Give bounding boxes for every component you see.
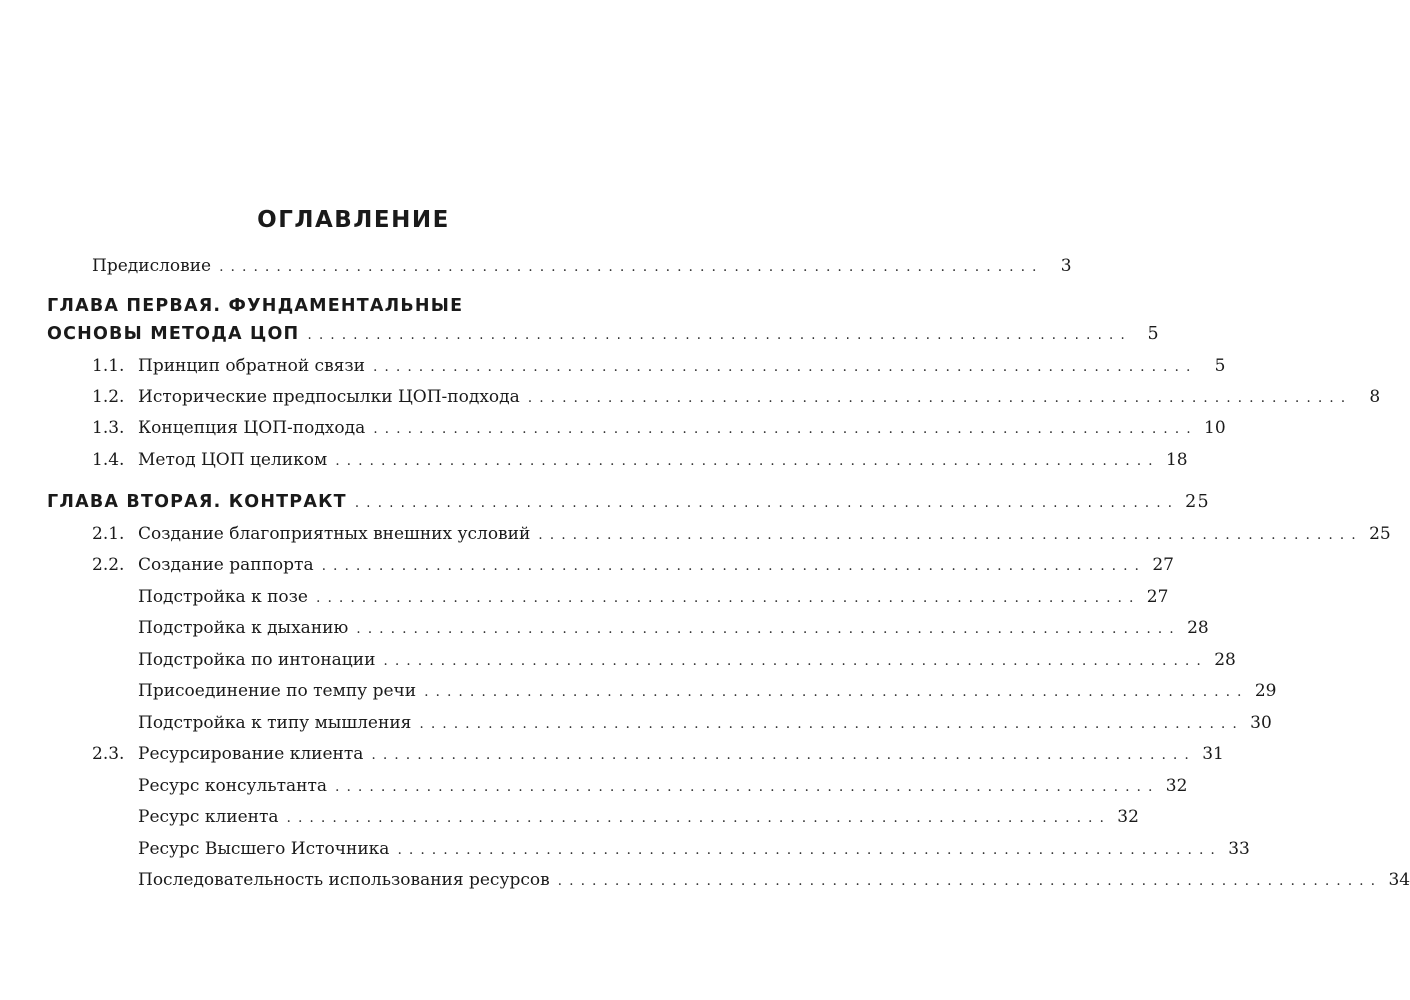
entry-label: Ресурс клиента [138,807,279,827]
entry-page: 32 [1117,807,1139,827]
leader-dots: ........................................................................ [419,716,1244,732]
entry-page: 3 [1060,256,1072,276]
entry-page: 33 [1228,839,1250,859]
entry-number: 2.2. [92,555,125,575]
entry-label: Присоединение по темпу речи [138,681,417,701]
chapter-1-title-line1[interactable]: ГЛАВА ПЕРВАЯ. ФУНДАМЕНТАЛЬНЫЕ [47,296,464,316]
entry-page: 28 [1214,650,1236,670]
leader-dots: ........................................................................ [335,779,1160,795]
leader-dots: ........................................................................ [527,390,1353,406]
entry-label: Подстройка к позе [138,587,308,607]
leader-dots: ........................................................................ [557,873,1383,889]
toc-entry-1-4[interactable] [92,449,1188,472]
entry-label: Последовательность использования ресурсов [138,870,550,890]
chapter-2-title: ГЛАВА ВТОРАЯ. КОНТРАКТ [47,492,347,512]
entry-page: 27 [1152,555,1174,575]
entry-page: 30 [1250,713,1272,733]
toc-title: ОГЛАВЛЕНИЕ [257,207,450,233]
entry-label: Метод ЦОП целиком [138,450,328,470]
entry-label: Принцип обратной связи [138,356,365,376]
entry-label: Концепция ЦОП-подхода [138,418,366,438]
entry-page: 28 [1187,618,1209,638]
leader-dots: ........................................................................ [397,842,1222,858]
entry-label: Создание благоприятных внешних условий [138,524,531,544]
toc-entry-preface[interactable] [92,255,1072,278]
toc-entry-2-2-a[interactable] [138,586,1169,609]
toc-entry-2-3[interactable] [92,743,1224,766]
leader-dots: ........................................................................ [354,495,1180,511]
entry-label: Ресурсирование клиента [138,744,364,764]
leader-dots: ........................................................................ [356,621,1181,637]
leader-dots: ........................................................................ [371,747,1196,763]
leader-dots: ........................................................................ [321,558,1146,574]
entry-page: 25 [1185,492,1210,512]
entry-number: 2.1. [92,524,125,544]
entry-label: Подстройка к типу мышления [138,713,412,733]
entry-number: 2.3. [92,744,125,764]
entry-page: 29 [1254,681,1277,701]
entry-label: Ресурс Высшего Источника [138,839,390,859]
entry-number: 1.3. [92,418,125,438]
leader-dots: ........................................................................ [538,527,1363,543]
leader-dots: ........................................................................ [372,359,1198,375]
toc-entry-chapter-2[interactable] [47,491,1210,514]
leader-dots: ........................................................................ [316,590,1141,606]
entry-number: 1.2. [92,387,125,407]
leader-dots: ........................................................................ [335,453,1160,469]
entry-number: 1.1. [92,356,125,376]
entry-page: 18 [1165,450,1188,470]
toc-entry-2-2-c[interactable] [138,649,1236,672]
entry-page: 34 [1388,870,1410,890]
entry-page: 5 [1147,324,1160,344]
toc-entry-2-3-a[interactable] [138,775,1188,798]
entry-page: 32 [1165,776,1188,796]
toc-entry-2-3-d[interactable] [138,869,1410,892]
toc-entry-2-1[interactable] [92,523,1391,546]
leader-dots: ........................................................................ [424,684,1249,700]
leader-dots: ........................................................................ [286,810,1111,826]
entry-page: 27 [1146,587,1169,607]
entry-page: 31 [1202,744,1224,764]
entry-label: Ресурс консультанта [138,776,328,796]
entry-page: 10 [1204,418,1226,438]
toc-entry-2-2-d[interactable] [138,680,1277,703]
toc-entry-2-2-b[interactable] [138,617,1209,640]
toc-entry-1-3[interactable] [92,417,1226,440]
entry-page: 25 [1369,524,1391,544]
leader-dots: ........................................................................ [383,653,1208,669]
toc-entry-2-3-b[interactable] [138,806,1139,829]
entry-label: Подстройка по интонации [138,650,376,670]
toc-entry-2-2[interactable] [92,554,1174,577]
leader-dots: ........................................................................ [373,421,1198,437]
entry-label: Исторические предпосылки ЦОП-подхода [138,387,520,407]
toc-entry-2-3-c[interactable] [138,838,1250,861]
leader-dots: ........................................................................ [307,327,1132,343]
chapter-1-title-line2: ОСНОВЫ МЕТОДА ЦОП [47,324,300,344]
toc-entry-1-1[interactable] [92,355,1226,378]
entry-label: Предисловие [92,256,212,276]
leader-dots: ........................................................................ [219,259,1044,275]
entry-page: 8 [1369,387,1381,407]
entry-label: Подстройка к дыханию [138,618,349,638]
toc-entry-2-2-e[interactable] [138,712,1272,735]
entry-page: 5 [1214,356,1226,376]
toc-entry-1-2[interactable] [92,386,1381,409]
toc-entry-chapter-1[interactable] [47,323,1160,346]
entry-label: Создание раппорта [138,555,314,575]
entry-number: 1.4. [92,450,125,470]
